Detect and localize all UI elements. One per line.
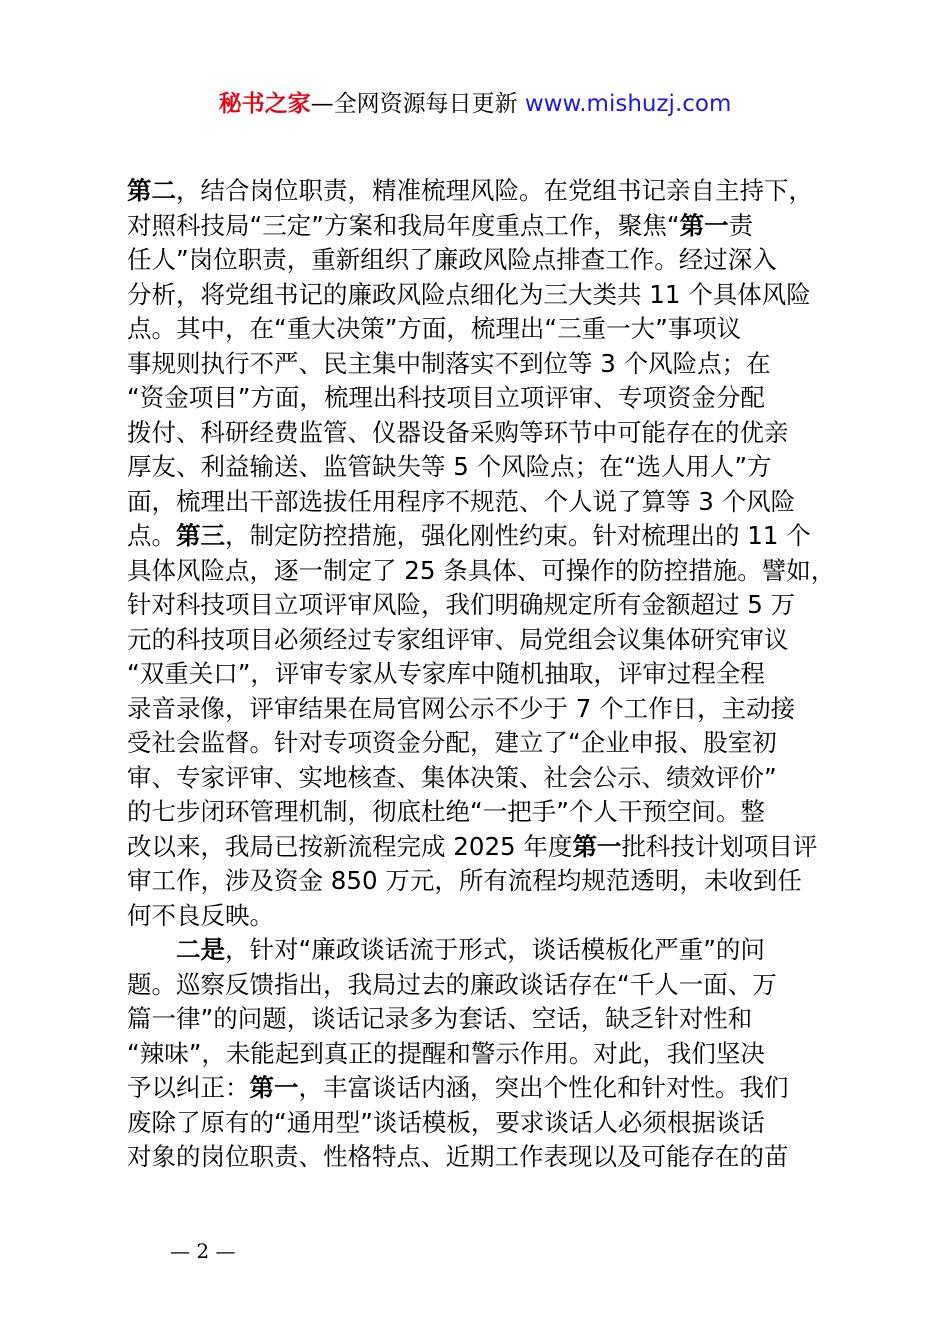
text-run: “辣味”，未能起到真正的提醒和警示作用。对此，我们坚决	[127, 1038, 765, 1068]
text-run: 审、专家评审、实地核查、集体决策、社会公示、绩效评价”	[127, 762, 777, 792]
text-line	[127, 450, 837, 485]
text-line	[127, 174, 837, 209]
text-line	[127, 554, 837, 589]
text-run: ，丰富谈话内涵，突出个性化和针对性。我们	[298, 1073, 789, 1102]
text-line	[127, 761, 837, 796]
text-run: 事规则执行不严、民主集中制落实不到位等 3 个风险点；在	[127, 348, 771, 378]
text-line	[127, 1106, 837, 1141]
text-line	[127, 347, 837, 382]
text-run: 何不良反映。	[127, 900, 274, 930]
text-line	[127, 1071, 837, 1106]
text-line	[127, 899, 837, 934]
bold-text-run: 第三	[176, 521, 225, 550]
text-run: 任人”岗位职责，重新组织了廉政风险点排查工作。经过深入	[127, 245, 777, 274]
text-line	[127, 726, 837, 761]
text-run: 废除了原有的“通用型”谈话模板，要求谈话人必须根据谈话	[127, 1107, 765, 1137]
text-run: “双重关口”，评审专家从专家库中随机抽取，评审过程全程	[127, 659, 765, 688]
text-run: 点。其中，在“重大决策”方面，梳理出“三重一大”事项议	[127, 314, 742, 343]
bold-text-run: 第一	[572, 831, 622, 861]
text-line	[127, 864, 837, 899]
text-run: 录音录像，评审结果在局官网公示不少于 7 个工作日，主动接	[127, 693, 796, 723]
text-line	[127, 1140, 837, 1175]
text-run: 面，梳理出干部选拔任用程序不规范、个人说了算等 3 个风险	[127, 486, 796, 516]
bold-text-run: 第二	[127, 176, 176, 205]
text-line	[127, 968, 837, 1003]
text-run: 元的科技项目必须经过专家组评审、局党组会议集体研究审议	[127, 624, 789, 654]
text-run: 具体风险点，逐一制定了 25 条具体、可操作的防控措施。譬如，	[127, 555, 836, 585]
text-run: 对照科技局“三定”方案和我局年度重点工作，聚焦“	[127, 210, 680, 240]
text-run: 点。	[127, 521, 176, 550]
text-run: 予以纠正：	[127, 1073, 250, 1102]
text-run: 针对科技项目立项评审风险，我们明确规定所有金额超过 5 万	[127, 590, 796, 619]
text-run: 拨付、科研经费监管、仪器设备采购等环节中可能存在的优亲	[127, 417, 789, 447]
text-run: 的七步闭环管理机制，彻底杜绝“一把手”个人干预空间。整	[127, 797, 765, 826]
text-line	[127, 209, 837, 244]
site-header	[0, 88, 950, 120]
text-run: ，结合岗位职责，精准梳理风险。在党组书记亲自主持下，	[176, 176, 813, 205]
document-body	[127, 174, 837, 1175]
text-line	[127, 243, 837, 278]
bold-text-run: 第一	[679, 210, 729, 240]
text-line	[127, 381, 837, 416]
header-tagline: —全网资源每日更新	[310, 91, 525, 117]
bold-text-run: 第一	[249, 1073, 299, 1102]
text-line	[127, 1037, 837, 1072]
text-run: ，针对“廉政谈话流于形式，谈话模板化严重”的问	[225, 935, 765, 964]
text-line	[127, 519, 837, 554]
text-run: 篇一律”的问题，谈话记录多为套话、空话，缺乏针对性和	[127, 1004, 753, 1033]
text-run: 厚友、利益输送、监管缺失等 5 个风险点；在“选人用人”方	[127, 452, 772, 481]
text-run: 改以来，我局已按新流程完成 2025 年度	[127, 831, 573, 861]
text-line	[127, 1002, 837, 1037]
text-run: 对象的岗位职责、性格特点、近期工作表现以及可能存在的苗	[127, 1142, 789, 1171]
text-run: 审工作，涉及资金 850 万元，所有流程均规范透明，未收到任	[127, 866, 802, 895]
text-line	[127, 933, 837, 968]
text-run: 受社会监督。针对专项资金分配，建立了“企业申报、股室初	[127, 728, 777, 757]
text-run: 分析，将党组书记的廉政风险点细化为三大类共 11 个具体风险	[127, 279, 811, 309]
text-run: ，制定防控措施，强化刚性约束。针对梳理出的 11 个	[225, 521, 811, 550]
text-line	[127, 795, 837, 830]
brand-name: 秘书之家	[218, 91, 311, 117]
text-line	[127, 657, 837, 692]
text-run: 题。巡察反馈指出，我局过去的廉政谈话存在“千人一面、万	[127, 969, 777, 999]
text-line	[127, 416, 837, 451]
text-line	[127, 692, 837, 727]
site-url-link[interactable]: www.mishuzj.com	[524, 91, 732, 117]
text-line	[127, 588, 837, 623]
text-line	[127, 278, 837, 313]
text-run: 批科技计划项目评	[621, 831, 818, 861]
text-line	[127, 623, 837, 658]
text-line	[127, 485, 837, 520]
text-run: 责	[728, 210, 754, 240]
page-number: — 2 —	[170, 1239, 236, 1263]
text-line	[127, 312, 837, 347]
text-run: “资金项目”方面，梳理出科技项目立项评审、专项资金分配	[127, 383, 765, 412]
text-line	[127, 830, 837, 865]
bold-text-run: 二是	[176, 935, 225, 964]
